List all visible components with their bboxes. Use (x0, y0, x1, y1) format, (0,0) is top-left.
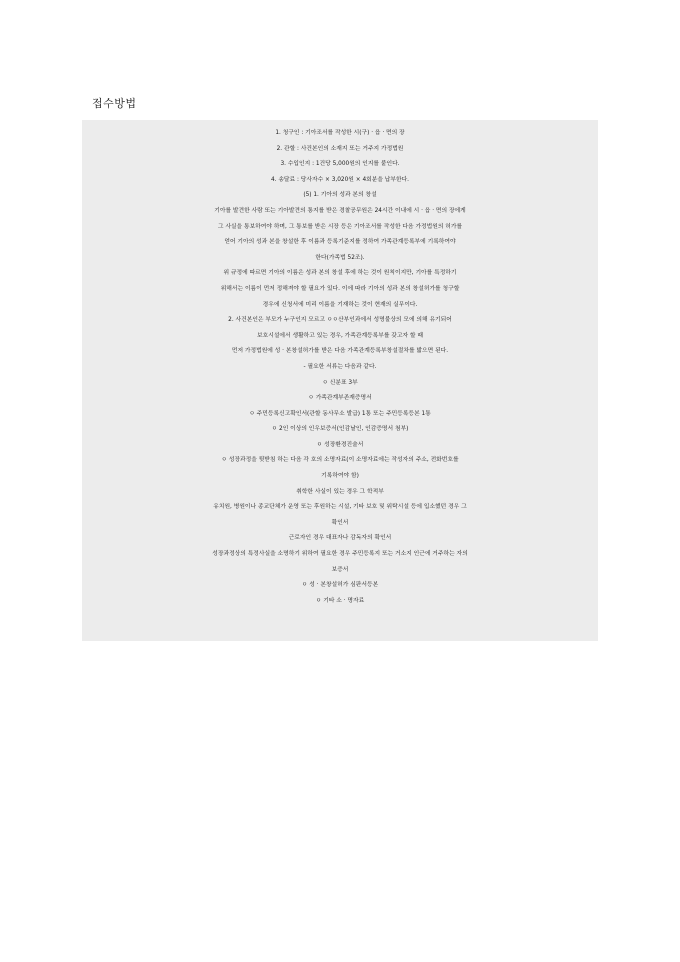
text-line: 확인서 (331, 519, 349, 526)
text-line: ㅇ 성장환경진술서 (316, 441, 364, 448)
text-line: ㅇ 성장과정을 뒷받침 하는 다음 각 호의 소명자료(이 소명자료에는 작성자의 주소, 전화번호를 (221, 457, 459, 464)
text-line: 취학한 사실이 있는 경우 그 학적부 (296, 488, 384, 495)
text-line: 기록하여야 함) (321, 473, 359, 480)
text-line: 경우에 신청서에 미리 이름을 기재하는 것이 현재의 실무이다. (262, 301, 418, 308)
text-line: 위 규정에 따르면 기아의 이름은 성과 본의 창설 후에 하는 것이 원칙이지만, 기아를 특정하기 (223, 270, 457, 277)
content-box (82, 120, 598, 641)
text-line: 보증서 (331, 566, 349, 573)
text-line: ㅇ 주민등록신고확인서(관할 동사무소 발급) 1통 또는 주민등록등본 1통 (249, 410, 431, 417)
text-line: 3. 수입인지 : 1건당 5,000원의 인지를 붙인다. (280, 161, 400, 168)
text-line: 2. 사건본인은 부모가 누구인지 모르고 ㅇㅇ산부인과에서 성명불상의 모에 의해 유기되어 (228, 317, 452, 324)
text-line: 그 사실을 통보하여야 하며, 그 통보를 받은 시장 등은 기아조서를 작성한 다음 가정법원의 허가를 (217, 223, 463, 230)
text-line: ㅇ 신분표 3부 (322, 379, 358, 386)
section-heading: 접수방법 (92, 97, 137, 110)
text-line: 기아를 발견한 사람 또는 기아발견의 통지를 받은 경찰공무원은 24시간 이내에 시 · 읍 · 면의 장에게 (214, 207, 466, 214)
text-line: 성장과정상의 특정사실을 소명하기 위하여 필요한 경우 주민등록지 또는 거소지 인근에 거주하는 자의 (212, 551, 468, 558)
text-line: 2. 관할 : 사건본인의 소재지 또는 거주지 가정법원 (276, 145, 404, 152)
text-line: 유치원, 병원이나 종교단체가 운영 또는 후원하는 시설, 기타 보호 및 위탁시설 등에 입소했던 경우 그 (213, 504, 467, 511)
text-line: 1. 청구인 : 기아조서를 작성한 시(구) · 읍 · 면의 장 (275, 130, 405, 136)
text-line: ㅇ 2인 이상의 인우보증서(인감날인, 인감증명서 첨부) (271, 426, 409, 433)
text-line: (5) 1. 기아의 성과 본의 창설 (303, 192, 377, 199)
text-line: 보호시설에서 생활하고 있는 경우, 가족관계등록부를 갖고자 할 때 (257, 332, 423, 339)
text-line: 먼저 가정법원에 성 · 본창설허가를 받은 다음 가족관계등록부창설절차를 밟으면 된다. (231, 348, 449, 355)
text-line: ㅇ 기타 소 · 명자료 (315, 597, 365, 604)
text-line: ㅇ 성 · 본창설허가 심판서등본 (301, 582, 379, 589)
text-line: 위해서는 이름이 먼저 정해져야 할 필요가 있다. 이에 따라 기아의 성과 본의 창설허가를 청구할 (220, 285, 460, 292)
text-line: 얻어 기아의 성과 본을 창설한 후 이름과 등록기준지를 정하여 가족관계등록부에 기록하여야 (224, 239, 456, 246)
text-line: 한다(가족법 52조). (315, 254, 365, 261)
text-line: 4. 송달료 : 당사자수 × 3,020원 × 4회분을 납부한다. (270, 176, 410, 183)
text-line: ㅇ 가족관계부존재증명서 (308, 395, 372, 402)
text-line: - 필요한 서류는 다음과 같다. (303, 363, 377, 370)
text-line: 근로자인 경우 대표자나 감독자의 확인서 (288, 535, 392, 542)
